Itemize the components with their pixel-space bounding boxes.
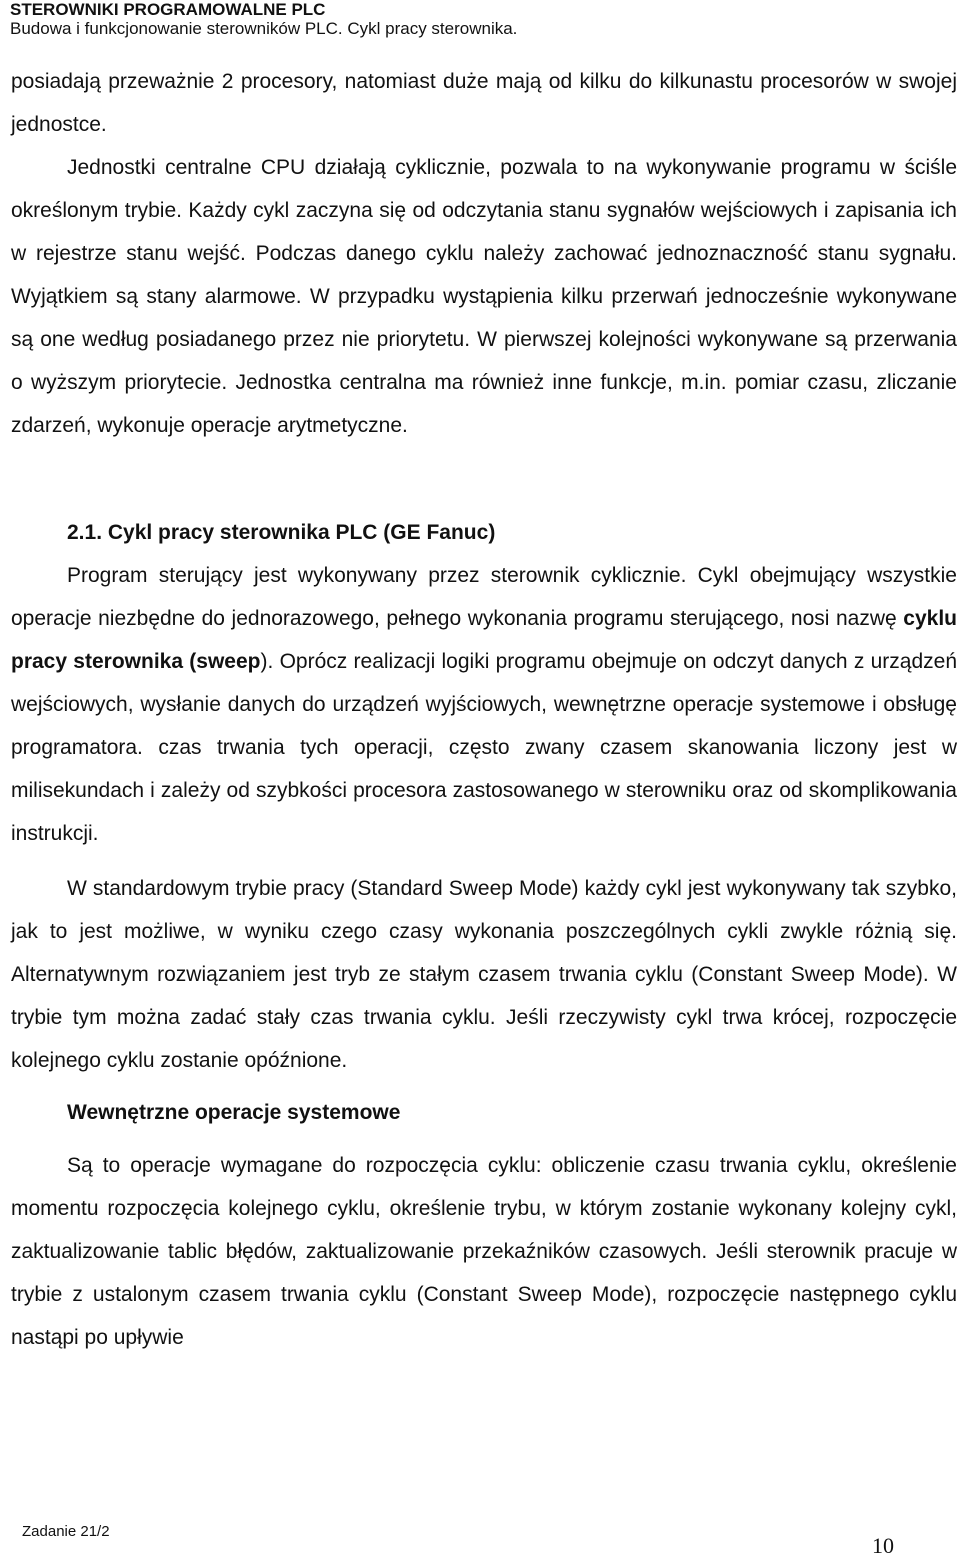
paragraph-sweep	[11, 554, 957, 855]
page-number: 10	[872, 1533, 894, 1558]
header-subtitle: Budowa i funkcjonowanie sterowników PLC. Cykl pracy sterownika.	[10, 19, 518, 38]
running-header	[10, 0, 517, 38]
paragraph-sweep-bold-term: cyklu pracy sterownika (sweep	[11, 607, 957, 673]
footer-task-label: Zadanie 21/2	[22, 1523, 110, 1540]
header-title: STEROWNIKI PROGRAMOWALNE PLC	[10, 0, 326, 19]
paragraph-cpu: Jednostki centralne CPU działają cyklicznie, pozwala to na wykonywanie programu w ściśle określonym trybie. Każdy cykl zaczyna się od odczytania stanu sygnałów wejściowych i zapisania ich w rejestrze stanu wejść. Podczas danego cyklu należy zachować jednoznaczność stanu sygnału. Wyjątkiem są stany alarmowe. W przypadku wystąpienia kilku przerwań jednocześnie wykonywane są one według posiadanego przez nie priorytetu. W pierwszej kolejności wykonywane są przerwania o wyższym priorytecie. Jednostka centralna ma również inne funkcje, m.in. pomiar czasu, zliczanie zdarzeń, wykonuje operacje arytmetyczne.	[11, 156, 957, 437]
section-heading: 2.1. Cykl pracy sterownika PLC (GE Fanuc)	[67, 521, 496, 544]
paragraph-standard-sweep: W standardowym trybie pracy (Standard Sweep Mode) każdy cykl jest wykonywany tak szybko, jak to jest możliwe, w wyniku czego czasy wykonania poszczególnych cykli zwykle różnią się. Alternatywnym rozwiązaniem jest tryb ze stałym czasem trwania cyklu (Constant Sweep Mode). W trybie tym można zadać stały czas trwania cyklu. Jeśli rzeczywisty cykl trwa krócej, rozpoczęcie kolejnego cyklu zostanie opóźnione.	[11, 877, 957, 1072]
paragraph-sweep-text-a: Program sterujący jest wykonywany przez sterownik cyklicznie. Cykl obejmujący wszystkie operacje niezbędne do jednorazowego, pełnego wykonania programu sterującego, nosi nazwę	[11, 564, 957, 630]
paragraph-continuation: posiadają przeważnie 2 procesory, natomiast duże mają od kilku do kilkunastu procesorów w swojej jednostce.	[11, 70, 957, 136]
subheading-internal-ops: Wewnętrzne operacje systemowe	[67, 1101, 401, 1124]
paragraph-internal-ops: Są to operacje wymagane do rozpoczęcia cyklu: obliczenie czasu trwania cyklu, określenie momentu rozpoczęcia kolejnego cyklu, określenie trybu, w którym zostanie wykonany kolejny cykl, zaktualizowanie tablic błędów, zaktualizowanie przekaźników czasowych. Jeśli sterownik pracuje w trybie z ustalonym czasem trwania cyklu (Constant Sweep Mode), rozpoczęcie następnego cyklu nastąpi po upływie	[11, 1154, 957, 1349]
document-body	[11, 60, 957, 1359]
paragraph-sweep-text-b: ). Oprócz realizacji logiki programu obejmuje on odczyt danych z urządzeń wejściowych, wysłanie danych do urządzeń wyjściowych, wewnętrzne operacje systemowe i obsługę programatora. czas trwania tych operacji, często zwany czasem skanowania liczony jest w milisekundach i zależy od szybkości procesora zastosowanego w sterowniku oraz od skomplikowania instrukcji.	[11, 650, 957, 845]
